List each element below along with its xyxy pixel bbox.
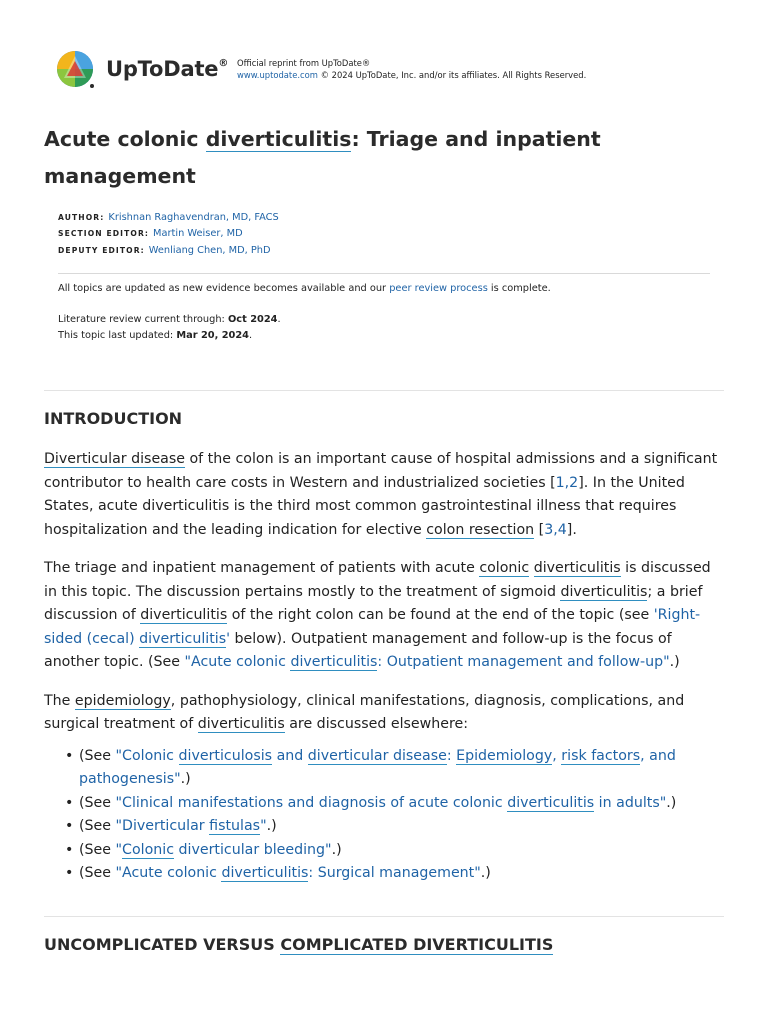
- section-editor-link[interactable]: Martin Weiser, MD: [153, 228, 243, 240]
- page-title: Acute colonic diverticulitis: Triage and inpatient management: [44, 127, 601, 188]
- list-item: • (See "Clinical manifestations and diagnosis of acute colonic diverticulitis in adults".): [44, 792, 724, 816]
- uptodate-logo-icon: [56, 50, 96, 90]
- reference-link[interactable]: 1,2: [555, 474, 579, 491]
- section-editor-label: SECTION EDITOR:: [58, 229, 150, 239]
- intro-paragraph-1: Diverticular disease of the colon is an important cause of hospital admissions and a significant contributor to health care costs in Western and industrialized societies [1,2]. In the United States, acute diverticulitis is the third most common gastrointestinal illness that requires hospitalization and the leading indication for elective colon resection [3,4].: [44, 451, 718, 538]
- uptodate-logo[interactable]: [56, 50, 228, 90]
- divider: [58, 273, 710, 274]
- term-link[interactable]: diverticulitis: [533, 560, 621, 576]
- reprint-line: Official reprint from UpToDate®: [237, 58, 371, 68]
- brand-name: UpToDate®: [106, 57, 229, 81]
- section-divider: [44, 390, 724, 391]
- topic-link-diverticulosis-epidemiology[interactable]: "Colonic diverticulosis and diverticular disease: Epidemiology, risk factors, and pathogenesis": [79, 747, 676, 787]
- deputy-editor-label: DEPUTY EDITOR:: [58, 245, 145, 255]
- section-divider: [44, 916, 724, 917]
- introduction-body: [44, 448, 724, 886]
- author-link[interactable]: Krishnan Raghavendran, MD, FACS: [108, 212, 279, 223]
- term-link[interactable]: diverticulitis: [560, 583, 648, 600]
- term-link[interactable]: Diverticular disease: [44, 451, 185, 467]
- intro-paragraph-3: The epidemiology, pathophysiology, clinical manifestations, diagnosis, complications, and surgical treatment of diverticulitis are discussed elsewhere:: [44, 692, 685, 732]
- site-link[interactable]: www.uptodate.com: [237, 70, 318, 80]
- topic-link-clinical-manifestations[interactable]: "Clinical manifestations and diagnosis of acute colonic diverticulitis in adults": [115, 794, 667, 811]
- topic-dates: [58, 312, 281, 343]
- topic-link-diverticular-fistulas[interactable]: "Diverticular fistulas": [115, 818, 267, 834]
- uncomplicated-vs-complicated-heading: UNCOMPLICATED VERSUS COMPLICATED DIVERTICULITIS: [44, 935, 554, 954]
- list-item: • (See "Colonic diverticulosis and diverticular disease: Epidemiology, risk factors, and pathogenesis".): [44, 745, 724, 792]
- intro-paragraph-2: The triage and inpatient management of patients with acute colonic diverticulitis is discussed in this topic. The discussion pertains mostly to the treatment of sigmoid diverticulitis; a brief discussion of diverticulitis of the right colon can be found at the end of the topic (see 'Right-sided (cecal) diverticulitis' below). Outpatient management and follow-up is the focus of another topic. (See "Acute colonic diverticulitis: Outpatient management and follow-up".): [44, 560, 711, 670]
- topic-link-diverticular-bleeding[interactable]: "Colonic diverticular bleeding": [115, 841, 332, 858]
- reprint-notice: [237, 57, 586, 81]
- author-row: [58, 210, 279, 226]
- section-editor-row: [58, 226, 279, 242]
- term-link[interactable]: diverticulitis: [140, 607, 228, 623]
- last-updated-date: This topic last updated: Mar 20, 2024.: [58, 329, 253, 341]
- term-link[interactable]: colon resection: [426, 521, 535, 538]
- topic-link-outpatient-management[interactable]: "Acute colonic diverticulitis: Outpatient management and follow-up": [184, 654, 670, 670]
- author-list: [58, 210, 279, 259]
- deputy-editor-link[interactable]: Wenliang Chen, MD, PhD: [148, 244, 271, 256]
- review-note: All topics are updated as new evidence becomes available and our peer review process is complete.: [58, 283, 551, 294]
- heading-term-link[interactable]: COMPLICATED DIVERTICULITIS: [280, 935, 554, 954]
- peer-review-link[interactable]: peer review process: [389, 283, 488, 294]
- list-item: • (See "Diverticular fistulas".): [44, 815, 724, 839]
- literature-review-date: Literature review current through: Oct 2024.: [58, 314, 281, 325]
- copyright-text: © 2024 UpToDate, Inc. and/or its affiliates. All Rights Reserved.: [317, 70, 587, 80]
- term-link[interactable]: epidemiology: [74, 692, 171, 709]
- list-item: • (See "Acute colonic diverticulitis: Surgical management".): [44, 862, 724, 886]
- deputy-editor-row: [58, 243, 279, 259]
- term-link[interactable]: colonic: [479, 560, 530, 576]
- section-link-right-sided[interactable]: 'Right-sided (cecal) diverticulitis': [44, 607, 701, 647]
- title-term-link[interactable]: diverticulitis: [205, 127, 352, 151]
- related-topics-list: [44, 745, 724, 886]
- term-link[interactable]: diverticulitis: [197, 716, 285, 732]
- list-item: • (See "Colonic diverticular bleeding".): [44, 839, 724, 863]
- topic-link-surgical-management[interactable]: "Acute colonic diverticulitis: Surgical management": [115, 865, 481, 881]
- reference-link[interactable]: 3,4: [544, 521, 567, 538]
- author-label: AUTHOR:: [58, 213, 105, 222]
- introduction-heading: INTRODUCTION: [44, 409, 183, 428]
